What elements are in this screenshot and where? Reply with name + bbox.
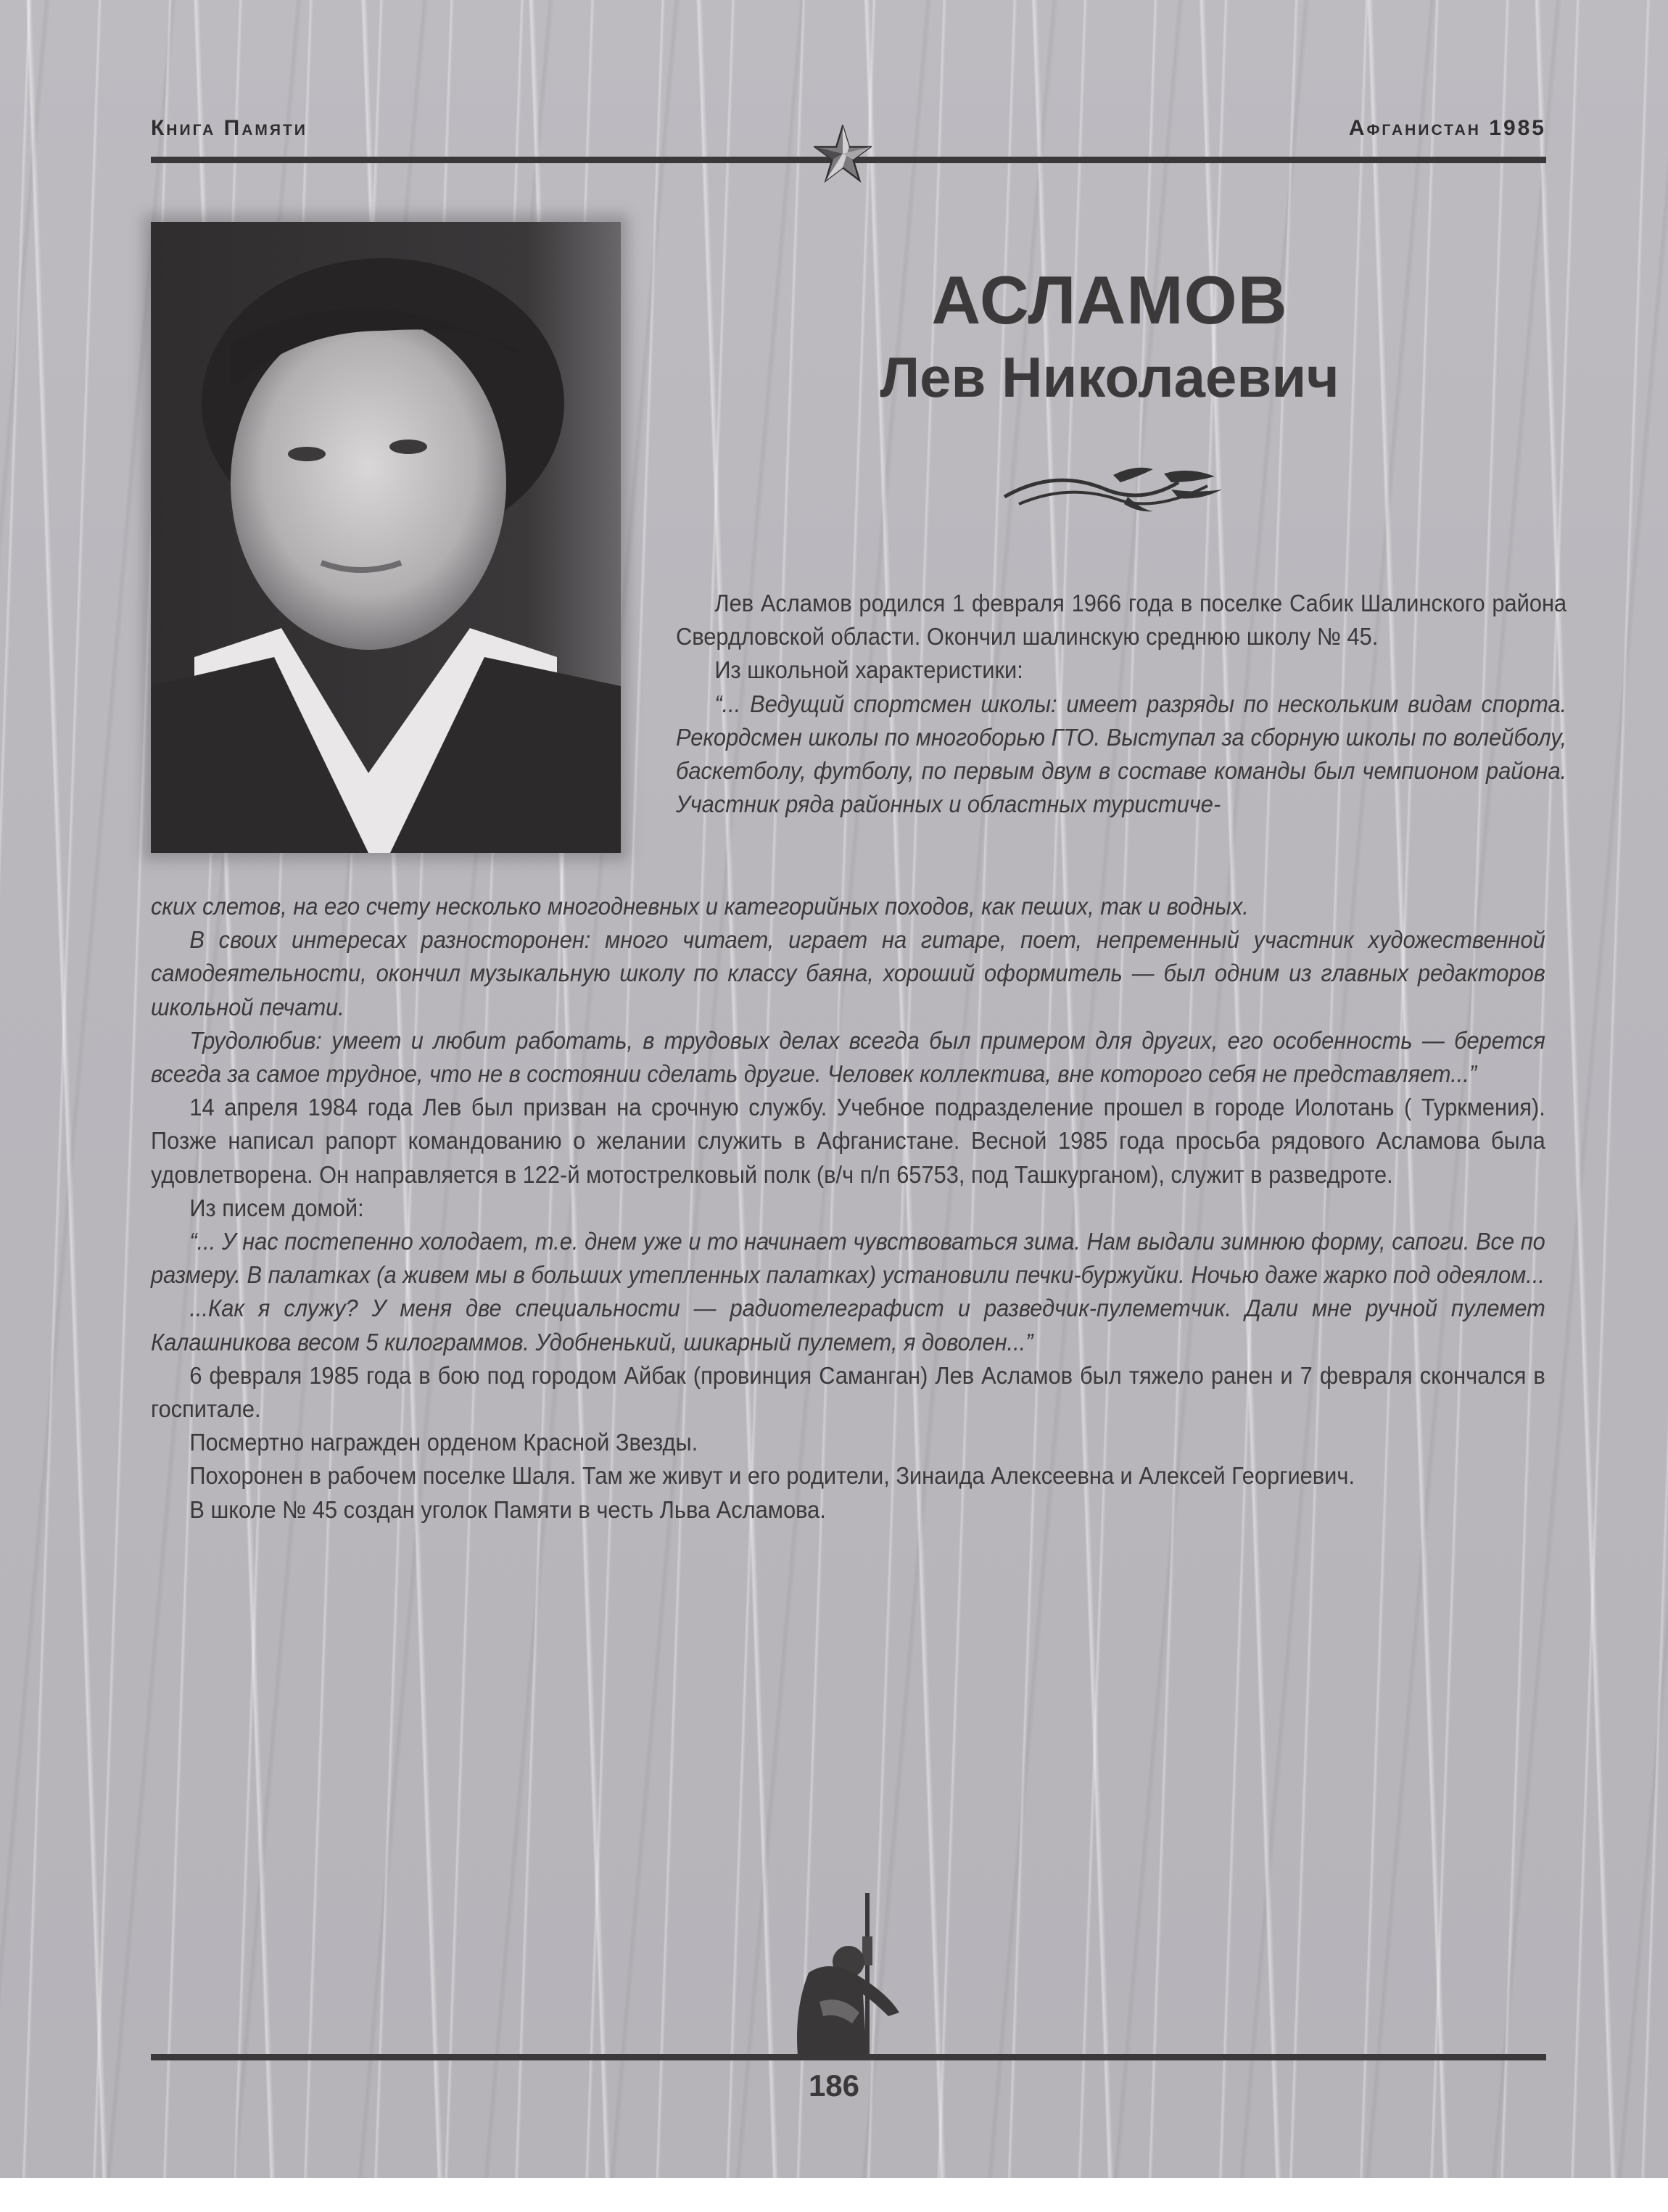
paragraph: Лев Асламов родился 1 февраля 1966 года в поселке Сабик Шалинского района Свердловской области. Окончил шалинскую среднюю школу № 45. <box>676 590 1567 651</box>
laurel-ornament-icon <box>997 461 1229 515</box>
paragraph: ...Как я служу? У меня две специальности — радиотелеграфист и разведчик-пулеметчик. Дали мне ручной пулемет Калашникова весом 5 килограммов. Удобненький, шикарный пулемет, я доволен...” <box>151 1295 1545 1356</box>
paragraph: 6 февраля 1985 года в бою под городом Айбак (провинция Саманган) Лев Асламов был тяжело ранен и 7 февраля скончался в госпитале. <box>151 1362 1545 1424</box>
page-number: 186 <box>808 2068 860 2102</box>
paragraph: Из писем домой: <box>189 1194 364 1222</box>
footer-rule <box>151 2054 1546 2060</box>
paragraph: Посмертно награжден орденом Красной Звезды. <box>189 1429 698 1457</box>
portrait-photo <box>151 222 621 853</box>
paragraph: Из школьной характеристики: <box>714 657 1023 685</box>
paragraph: ских слетов, на его счету несколько многодневных и категорийных походов, как пеших, так и водных. <box>151 894 1249 920</box>
paragraph: “... У нас постепенно холодает, т.е. днем уже и то начинает чувствоваться зима. Нам выдали зимнюю форму, сапоги. Все по размеру. В палатках (а живем мы в больших утепленных палатках) установили печки-буржуйки. Ночью даже жарко под одеялом... <box>151 1229 1545 1289</box>
paragraph: Трудолюбив: умеет и любит работать, в трудовых делах всегда был примером для других, его особенность — берется всегда за самое трудное, что не в состоянии сделать другие. Человек коллектива, вне которого себя не представляет...” <box>151 1027 1545 1089</box>
biography-full-width <box>151 891 1545 1527</box>
person-given-names: Лев Николаевич <box>880 345 1339 409</box>
paragraph: 14 апреля 1984 года Лев был призван на срочную службу. Учебное подразделение прошел в городе Иолотань ( Туркмения). Позже написал рапорт командованию о желании служить в Афганистане. Весной 1985 года просьба рядового Асламова была удовлетворена. Он направляется в 122-й мотострелковый полк (в/ч п/п 65753, под Ташкурганом), служит в разведроте. <box>151 1094 1545 1189</box>
star-icon <box>814 125 872 183</box>
person-surname: АСЛАМОВ <box>931 262 1288 338</box>
paragraph: В своих интересах разносторонен: много читает, играет на гитаре, поет, непременный участник художественной самодеятельности, окончил музыкальную школу по классу баяна, хороший оформитель — был одним из главных редакторов школьной печати. <box>151 927 1545 1021</box>
soldier-figure-icon <box>780 1886 907 2060</box>
paragraph: В школе № 45 создан уголок Памяти в честь Льва Асламова. <box>189 1496 826 1524</box>
paragraph: Похоронен в рабочем поселке Шаля. Там же живут и его родители, Зинаида Алексеевна и Алексей Георгиевич. <box>189 1463 1355 1490</box>
biography-beside-photo <box>676 587 1566 822</box>
running-title-left: Книга Памяти <box>151 116 307 140</box>
paragraph: “... Ведущий спортсмен школы: имеет разряды по нескольким видам спорта. Рекордсмен школы по многоборью ГТО. Выступал за сборную школы по волейболу, баскетболу, футболу, по первым двум в составе команды был чемпионом района. Участник ряда районных и областных туристиче- <box>676 690 1567 819</box>
running-title-right: Афганистан 1985 <box>1348 116 1546 140</box>
